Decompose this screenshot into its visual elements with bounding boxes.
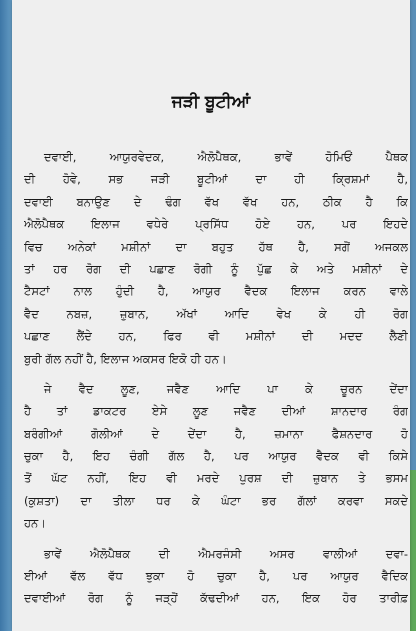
text-line: ਭਾਵੇਂ ਐਲੋਪੈਥਕ ਦੀ ਐਮਰਜੰਸੀ ਅਸਰ ਵਾਲੀਆਂ ਦਵਾ- [44, 546, 408, 561]
text-line: ਵਿਚ ਅਨੇਕਾਂ ਮਸ਼ੀਨਾਂ ਦਾ ਬਹੁਤ ਹੱਥ ਹੈ, ਸਗੋਂ ਅਜਕਲ [24, 239, 408, 254]
text-line: ਬਰੰਗੀਆਂ ਗੋਲੀਆਂ ਦੇ ਦੇਂਦਾ ਹੈ, ਜ਼ਮਾਨਾ ਫੈਸ਼ਨਦਾਰ ਹੋ [24, 426, 408, 441]
text-line: ਦਵਾਈ, ਆਯੁਰਵੇਦਕ, ਐਲੋਪੈਥਕ, ਭਾਵੇਂ ਹੋਮਿਓਂ ਪੈਥਕ [44, 150, 408, 164]
text-line: ਤੋਂ ਘੱਟ ਨਹੀਂ, ਇਹ ਵੀ ਮਰਦੇ ਪੁਰਸ਼ ਦੀ ਜ਼ੁਬਾਨ ਤੇ ਭਸਮ [24, 471, 408, 486]
text-line: ਜੇ ਵੈਦ ਲੂਣ, ਜਵੈਣ ਆਦਿ ਪਾ ਕੇ ਚੂਰਨ ਦੇਂਦਾ [44, 381, 408, 396]
text-line: ਬੁਰੀ ਗੱਲ ਨਹੀਂ ਹੈ, ਇਲਾਜ ਅਕਸਰ ਇਕੋ ਹੀ ਹਨ। [24, 351, 227, 366]
text-line: ਐਲੋਪੈਥਕ ਇਲਾਜ ਵਧੇਰੇ ਪ੍ਰਸਿੱਧ ਹੋਏ ਹਨ, ਪਰ ਇਹਦੇ [24, 217, 408, 232]
text-line: ਚੁਕਾ ਹੈ, ਇਹ ਚੰਗੀ ਗੱਲ ਹੈ, ਪਰ ਆਯੁਰ ਵੈਦਕ ਵੀ ਕਿਸੇ [24, 449, 408, 464]
text-line: ਦੀ ਹੋਵੇ, ਸਭ ਜੜੀ ਬੂਟੀਆਂ ਦਾ ਹੀ ਕ੍ਰਿਸ਼ਮਾਂ ਹੈ, [24, 172, 408, 187]
page-body [24, 146, 408, 610]
book-page [12, 0, 410, 631]
text-line: ਦਵਾਈ ਬਨਾਉਣ ਦੇ ਢੰਗ ਵੱਖ ਵੱਖ ਹਨ, ਠੀਕ ਹੈ ਕਿ [24, 194, 408, 209]
paragraph-2 [24, 378, 408, 535]
text-line: ਵੈਦ ਨਬਜ਼, ਜ਼ੁਬਾਨ, ਅੱਖਾਂ ਆਦਿ ਵੇਖ ਕੇ ਹੀ ਰੋਗ [24, 306, 408, 321]
page-title: ਜੜੀ ਬੂਟੀਆਂ [171, 92, 251, 112]
text-line: ਈਆਂ ਵੱਲ ਵੱਧ ਝੁਕਾ ਹੋ ਚੁਕਾ ਹੈ, ਪਰ ਆਯੁਰ ਵੈਦਿਕ [24, 569, 408, 584]
text-line: ਟੈਸਟਾਂ ਨਾਲ ਹੁੰਦੀ ਹੈ, ਆਯੁਰ ਵੈਦਕ ਇਲਾਜ ਕਰਨ ਵਾਲੇ [24, 284, 408, 299]
text-line: ਹਨ। [24, 516, 46, 531]
text-line: ਪਛਾਣ ਲੈਂਦੇ ਹਨ, ਫਿਰ ਵੀ ਮਸ਼ੀਨਾਂ ਦੀ ਮਦਦ ਲੈਣੀ [24, 329, 408, 344]
text-line: ਤਾਂ ਹਰ ਰੋਗ ਦੀ ਪਛਾਣ ਰੋਗੀ ਨੂੰ ਪੁੱਛ ਕੇ ਅਤੇ ਮਸ਼ੀਨਾਂ ਦੇ [24, 261, 408, 276]
text-line: ਹੈ ਤਾਂ ਡਾਕਟਰ ਏਸੇ ਲੂਣ ਜਵੈਣ ਦੀਆਂ ਸ਼ਾਨਦਾਰ ਰੰਗ [24, 404, 408, 419]
paragraph-1 [24, 146, 408, 370]
paragraph-3 [24, 543, 408, 610]
text-line: ਦਵਾਈਆਂ ਰੋਗ ਨੂੰ ਜੜ੍ਹੋਂ ਕੱਢਦੀਆਂ ਹਨ, ਇਕ ਹੋਰ ਤਾਰੀਫ਼ [24, 591, 408, 606]
text-line: (ਕੁਸ਼ਤਾ) ਦਾ ਤੀਲਾ ਧਰ ਕੇ ਘੰਟਾ ਭਰ ਗੱਲਾਂ ਕਰਵਾ ਸਕਦੇ [24, 493, 408, 508]
